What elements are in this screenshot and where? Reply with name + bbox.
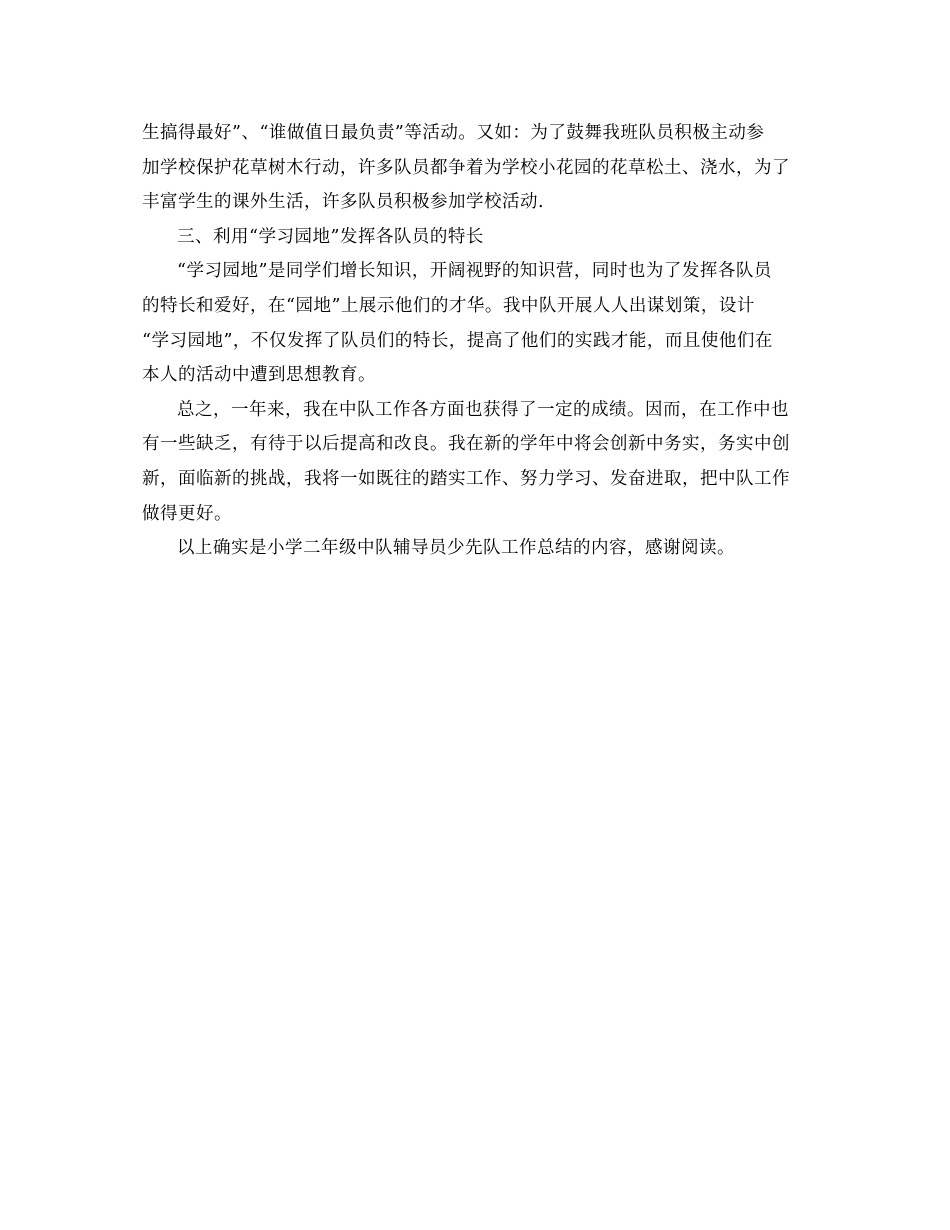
text-line: 本人的活动中遭到思想教育。 [142,365,376,386]
text-line: 总之，一年来，我在中队工作各方面也获得了一定的成绩。因而，在工作中也 [177,399,789,420]
text-line: 有一些缺乏，有待于以后提高和改良。我在新的学年中将会创新中务实，务实中创 [142,434,790,455]
text-line: 生搞得最好”、“谁做值日最负责”等活动。又如：为了鼓舞我班队员积极主动参 [142,123,765,143]
text-line: “学习园地”是同学们增长知识，开阔视野的知识营，同时也为了发挥各队员 [177,261,772,282]
section-heading [142,220,810,255]
text-line: 三、利用“学习园地”发挥各队员的特长 [177,226,484,247]
paragraph-summary [142,393,810,531]
text-line: 以上确实是小学二年级中队辅导员少先队工作总结的内容，感谢阅读。 [177,538,735,559]
paragraph-activities [142,116,810,220]
text-line: 做得更好。 [142,503,232,524]
text-line: 加学校保护花草树木行动，许多队员都争着为学校小花园的花草松土、浇水，为了 [142,157,790,178]
document-body [142,116,810,566]
text-line: 丰富学生的课外生活，许多队员积极参加学校活动. [142,192,545,213]
text-line: 的特长和爱好，在“园地”上展示他们的才华。我中队开展人人出谋划策，设计 [142,295,755,316]
text-line: “学习园地”，不仅发挥了队员们的特长，提高了他们的实践才能，而且使他们在 [142,330,773,351]
paragraph-closing [142,531,810,566]
text-line: 新，面临新的挑战，我将一如既往的踏实工作、努力学习、发奋进取，把中队工作 [142,468,790,489]
paragraph-study-garden [142,254,810,392]
